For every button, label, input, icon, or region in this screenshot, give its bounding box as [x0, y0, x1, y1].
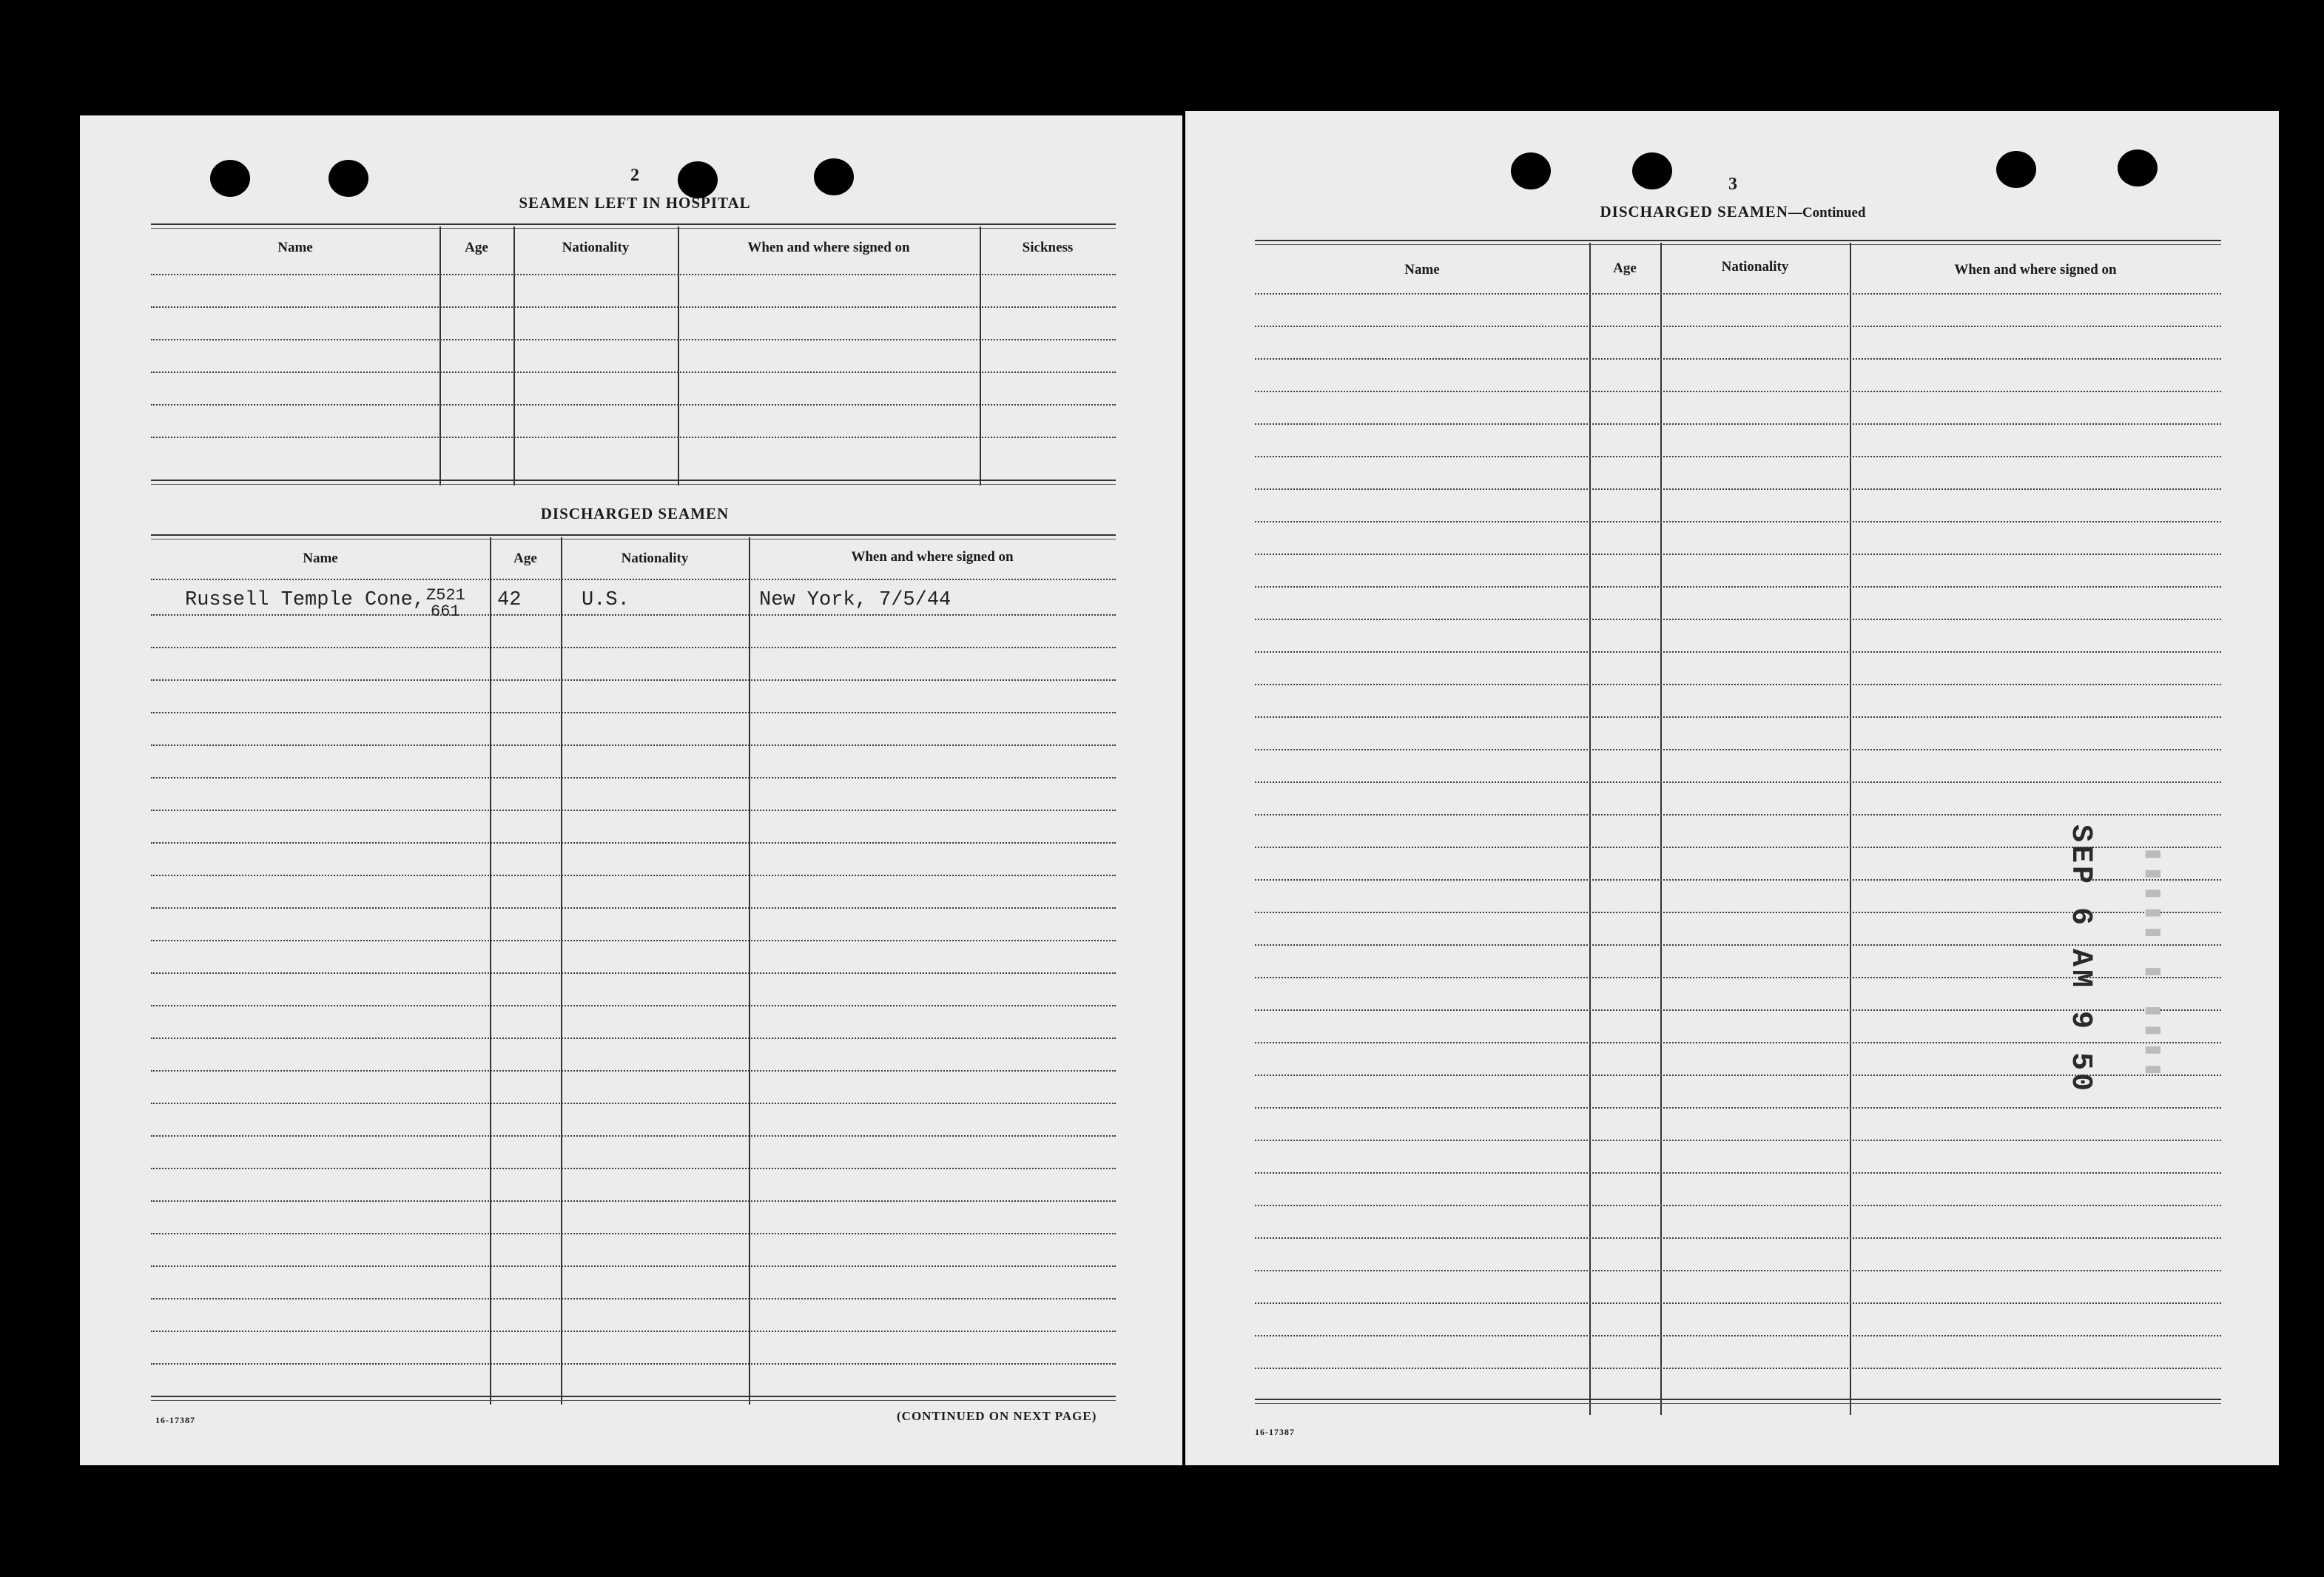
form-number: 16-17387: [155, 1415, 195, 1425]
col-header-name: Name: [277, 240, 313, 255]
punch-hole: [678, 161, 718, 198]
punch-hole: [2118, 149, 2158, 186]
hospital-table: [151, 223, 1116, 490]
col-header-nationality: Nationality: [1721, 259, 1789, 275]
col-header-signed-on: When and where signed on: [747, 240, 910, 255]
col-header-nationality: Nationality: [621, 551, 689, 566]
entry-age: 42: [497, 589, 522, 611]
entry-number-top: Z521: [426, 586, 465, 605]
page-number: 3: [1728, 175, 1737, 194]
col-header-age: Age: [1613, 260, 1637, 276]
left-page: [80, 115, 1182, 1465]
faint-stamp-impression: ▮▮▮▮▮ ▮ ▮▮▮▮: [2138, 847, 2166, 1082]
form-number: 16-17387: [1255, 1427, 1295, 1437]
punch-hole: [210, 160, 250, 197]
title-suffix: —Continued: [1788, 205, 1866, 221]
col-header-signed-on: When and where signed on: [1954, 262, 2117, 278]
punch-hole: [1632, 152, 1672, 189]
punch-hole: [1511, 152, 1551, 189]
col-header-age: Age: [465, 240, 488, 255]
page-number: 2: [630, 166, 639, 185]
col-header-nationality: Nationality: [562, 240, 630, 255]
discharged-table: [151, 534, 1116, 1408]
col-header-signed-on: When and where signed on: [851, 549, 1014, 565]
continued-note: (CONTINUED ON NEXT PAGE): [897, 1409, 1097, 1423]
col-header-name: Name: [303, 551, 338, 566]
entry-signed-on: New York, 7/5/44: [759, 589, 952, 611]
entry-number-bottom: 661: [431, 602, 460, 621]
received-stamp: SEP 6 AM 9 50: [2064, 824, 2097, 1095]
discharged-title: DISCHARGED SEAMEN: [540, 505, 730, 522]
title-main: DISCHARGED SEAMEN: [1600, 203, 1788, 221]
entry-nationality: U.S.: [582, 589, 630, 611]
entry-name: Russell Temple Cone,: [185, 589, 425, 611]
discharged-continued-title: [1555, 203, 1910, 221]
col-header-sickness: Sickness: [1022, 240, 1074, 255]
col-header-age: Age: [513, 551, 537, 566]
hospital-title: SEAMEN LEFT IN HOSPITAL: [519, 194, 751, 212]
punch-hole: [1996, 151, 2036, 188]
punch-hole: [329, 160, 368, 197]
col-header-name: Name: [1404, 262, 1440, 278]
right-page: [1185, 111, 2279, 1465]
punch-hole: [814, 158, 854, 195]
